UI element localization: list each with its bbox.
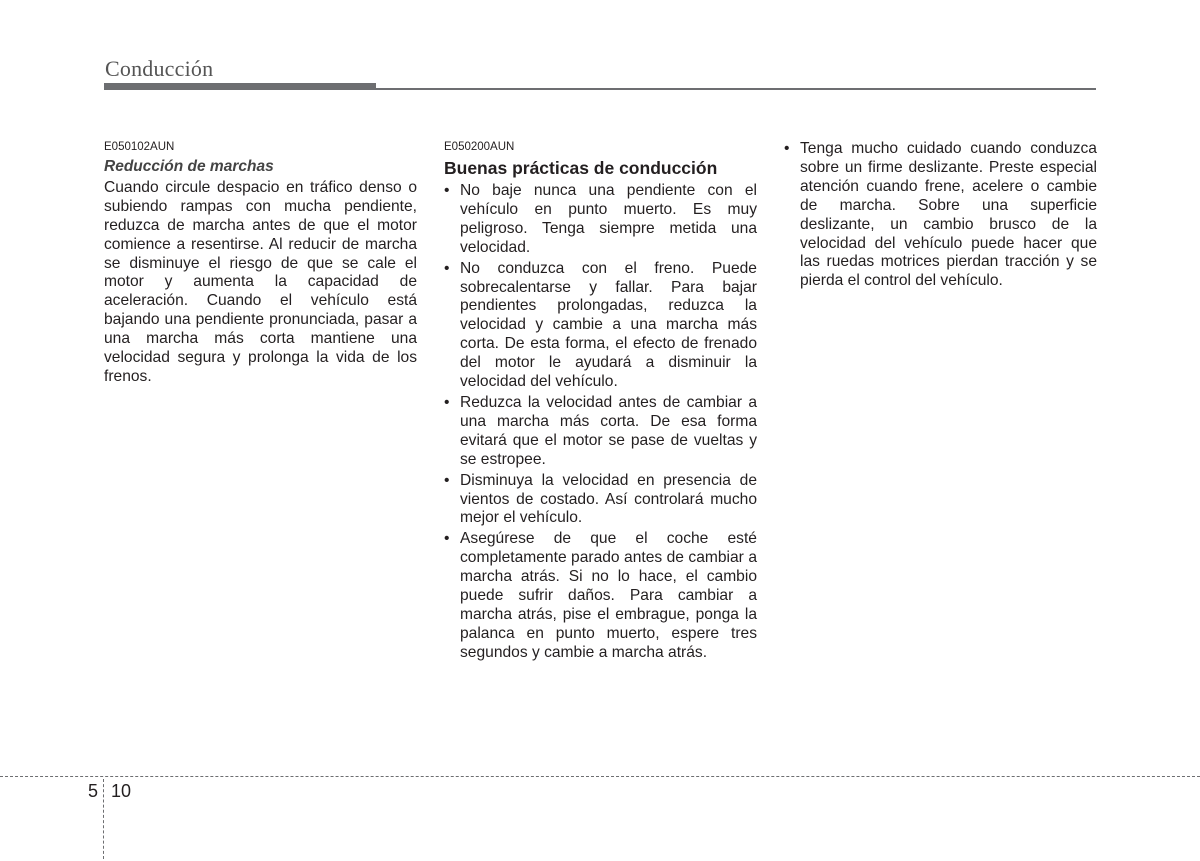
footer-dashed-rule [0, 776, 1200, 777]
section-code: E050102AUN [104, 141, 175, 153]
bullet-item [444, 260, 757, 392]
column-1 [104, 140, 417, 387]
bullet-dot: • [444, 259, 450, 277]
section-paragraph: Cuando circule despacio en tráfico denso o subiendo rampas con mucha pendiente, reduzca de marcha antes de que el motor comience a resentirse. Al reducir de marcha se disminuye el riesgo de que se cale el motor y aumenta la capacidad de aceleración. Cuando el vehículo está bajando una pendiente pronunciada, pasar a una marcha más corta mantiene una velocidad segura y prolonga la vida de los frenos. [104, 178, 417, 385]
bullet-list [444, 182, 757, 663]
bullet-dot: • [444, 182, 450, 199]
bullet-dot: • [444, 471, 450, 489]
bullet-dot: • [784, 140, 790, 157]
bullet-text: No baje nunca una pendiente con el vehículo en punto muerto. Es muy peligroso. Tenga siempre metida una velocidad. [460, 182, 757, 256]
page-chapter-number: 5 [88, 781, 99, 801]
column-2 [444, 140, 757, 665]
bullet-text: Disminuya la velocidad en presencia de vientos de costado. Así controlará mucho mejor el vehículo. [460, 471, 757, 527]
section-heading: Buenas prácticas de conducción [444, 158, 718, 178]
bullet-item [444, 182, 757, 258]
page-header-title: Conducción [105, 56, 214, 81]
footer-vertical-rule [103, 779, 104, 859]
section-code: E050200AUN [444, 141, 515, 153]
bullet-text: Tenga mucho cuidado cuando conduzca sobre un firme deslizante. Preste especial atención cuando frene, acelere o cambie de marcha. Sobre una superficie deslizante, un cambio brusco de la velocidad del vehículo puede hacer que las ruedas motrices pierdan tracción y se pierda el control del vehículo. [800, 140, 1097, 290]
page-number: 10 [111, 781, 132, 801]
bullet-dot: • [444, 530, 450, 548]
bullet-text: Reduzca la velocidad antes de cambiar a una marcha más corta. De esa forma evitará que el motor se pase de vueltas y se estropee. [460, 393, 757, 468]
bullet-item [444, 472, 757, 529]
section-subheading: Reducción de marchas [104, 158, 274, 175]
bullet-item [444, 530, 757, 662]
bullet-text: No conduzca con el freno. Puede sobrecalentarse y fallar. Para bajar pendientes prolongadas, reduzca la velocidad y cambie a una marcha más corta. De esta forma, el efecto de frenado del motor le ayudará a disminuir la velocidad del vehículo. [460, 259, 757, 391]
column-3 [784, 140, 1097, 293]
bullet-list [784, 140, 1097, 291]
bullet-item [784, 140, 1097, 291]
bullet-text: Asegúrese de que el coche esté completamente parado antes de cambiar a marcha atrás. Si no lo hace, el cambio puede sufrir daños. Para cambiar a marcha atrás, pise el embrague, ponga la palanca en punto muerto, espere tres segundos y cambie a marcha atrás. [460, 530, 757, 661]
bullet-item [444, 394, 757, 470]
header-rule-thin [376, 88, 1096, 90]
header-rule-thick [104, 83, 376, 90]
bullet-dot: • [444, 393, 450, 411]
